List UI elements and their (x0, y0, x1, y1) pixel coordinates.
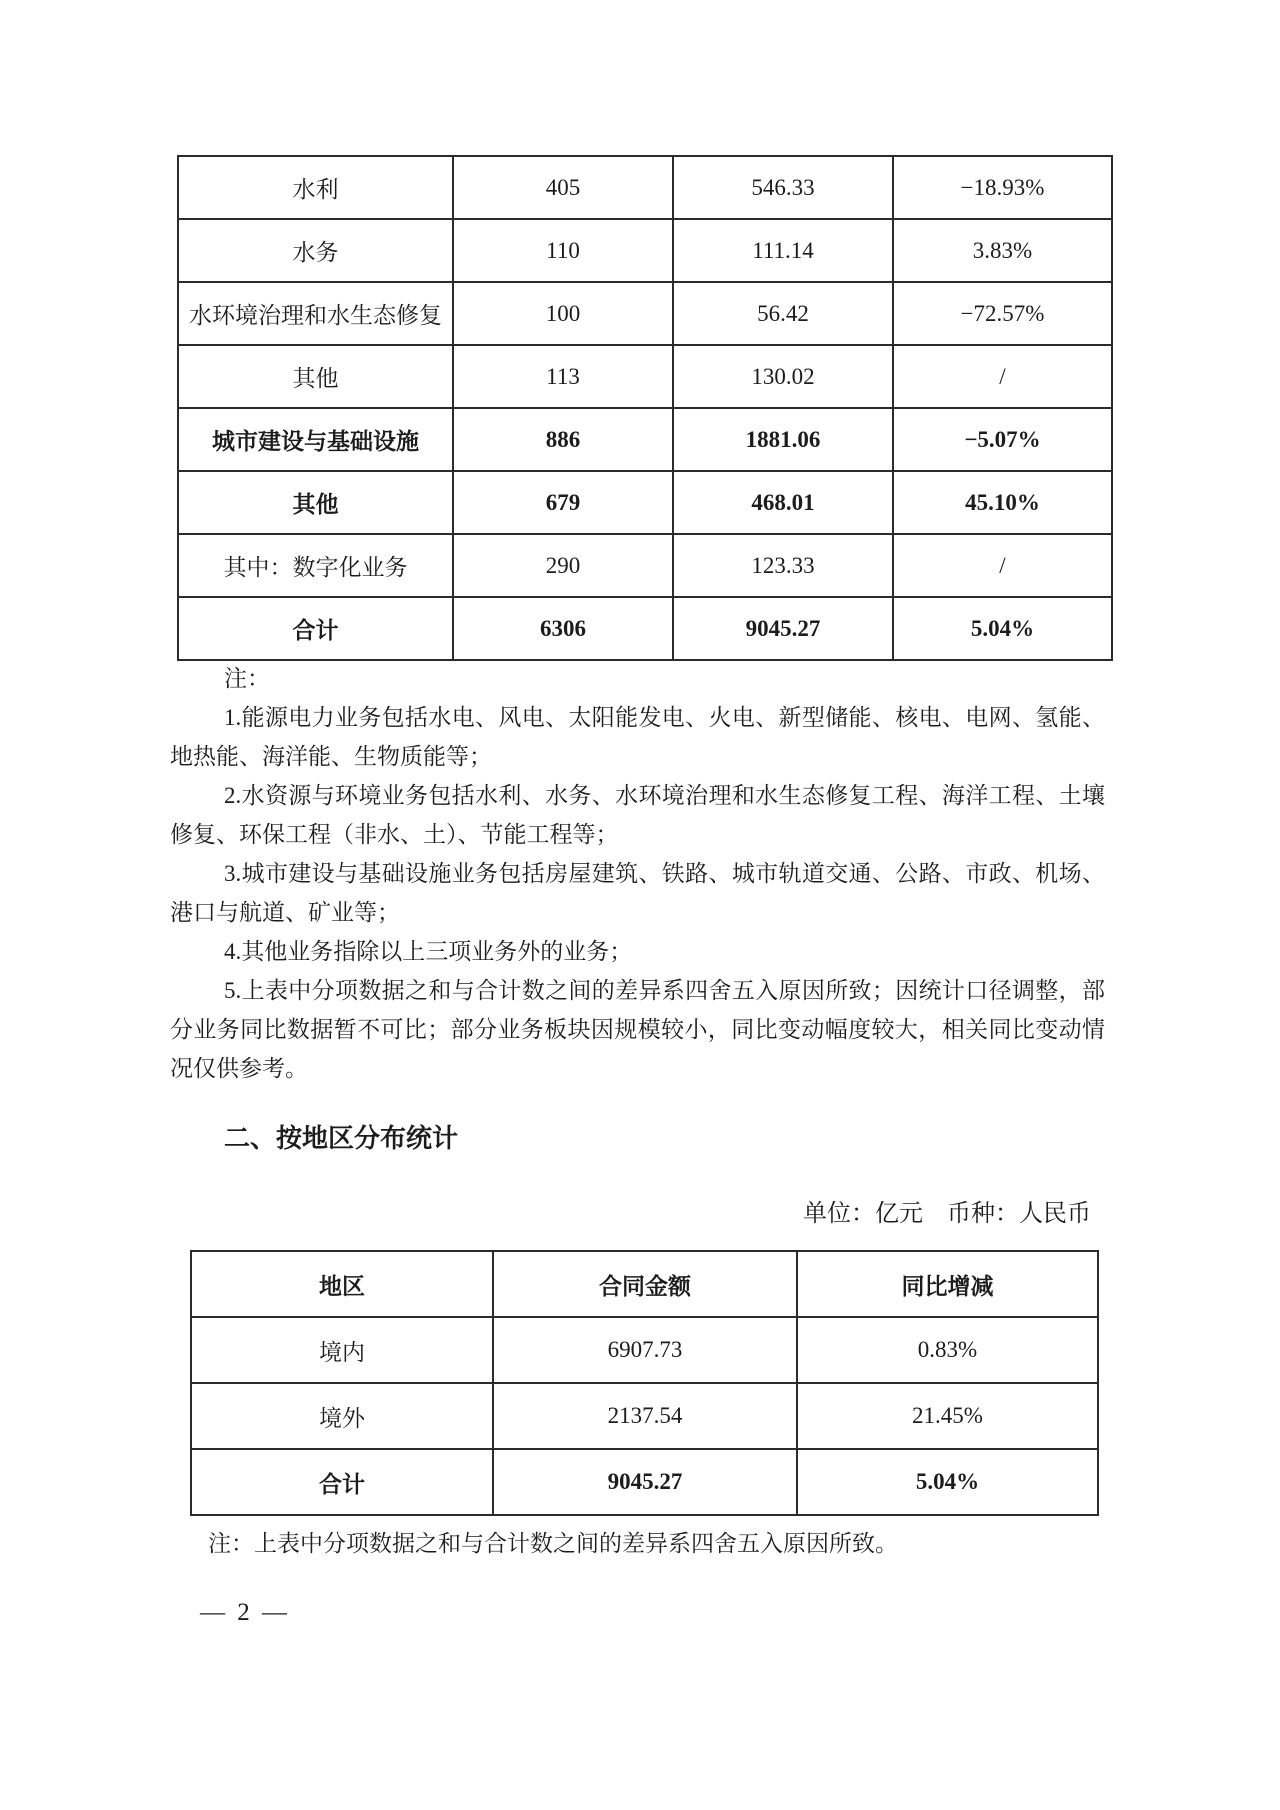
cell-amount: 6907.73 (493, 1317, 797, 1383)
table-row (178, 156, 1112, 219)
cell-label: 水务 (178, 219, 453, 282)
table-row (191, 1383, 1098, 1449)
cell-change: 5.04% (893, 597, 1112, 660)
cell-count: 405 (453, 156, 673, 219)
cell-label: 水利 (178, 156, 453, 219)
cell-label: 合计 (178, 597, 453, 660)
note-item: 5.上表中分项数据之和与合计数之间的差异系四舍五入原因所致；因统计口径调整，部分业务同比数据暂不可比；部分业务板块因规模较小，同比变动幅度较大，相关同比变动情况仅供参考。 (170, 978, 1105, 1081)
region-table (190, 1250, 1099, 1516)
cell-label: 城市建设与基础设施 (178, 408, 453, 471)
table-row-total (191, 1449, 1098, 1515)
cell-count: 113 (453, 345, 673, 408)
header-region: 地区 (191, 1251, 493, 1317)
note-item: 2.水资源与环境业务包括水利、水务、水环境治理和水生态修复工程、海洋工程、土壤修复、环保工程（非水、土）、节能工程等； (170, 783, 1105, 847)
cell-amount: 9045.27 (673, 597, 893, 660)
cell-amount: 130.02 (673, 345, 893, 408)
note-item: 1.能源电力业务包括水电、风电、太阳能发电、火电、新型储能、核电、电网、氢能、地热能、海洋能、生物质能等； (170, 705, 1105, 769)
business-category-table (177, 155, 1113, 661)
cell-count: 290 (453, 534, 673, 597)
cell-amount: 1881.06 (673, 408, 893, 471)
cell-change: / (893, 534, 1112, 597)
header-change: 同比增减 (797, 1251, 1098, 1317)
notes-section (170, 659, 1105, 1088)
cell-label: 合计 (191, 1449, 493, 1515)
cell-count: 6306 (453, 597, 673, 660)
cell-label: 其中：数字化业务 (178, 534, 453, 597)
page-number: — 2 — (200, 1599, 290, 1626)
cell-label: 水环境治理和水生态修复 (178, 282, 453, 345)
note-item: 3.城市建设与基础设施业务包括房屋建筑、铁路、城市轨道交通、公路、市政、机场、港口与航道、矿业等； (170, 861, 1105, 925)
cell-count: 100 (453, 282, 673, 345)
cell-amount: 2137.54 (493, 1383, 797, 1449)
cell-label: 境内 (191, 1317, 493, 1383)
cell-change: 45.10% (893, 471, 1112, 534)
cell-amount: 111.14 (673, 219, 893, 282)
cell-label: 其他 (178, 345, 453, 408)
unit-currency-line: 单位：亿元 币种：人民币 (803, 1201, 1091, 1227)
cell-change: −5.07% (893, 408, 1112, 471)
cell-count: 886 (453, 408, 673, 471)
region-table-note: 注：上表中分项数据之和与合计数之间的差异系四舍五入原因所致。 (208, 1531, 898, 1556)
table-row (178, 471, 1112, 534)
cell-amount: 123.33 (673, 534, 893, 597)
cell-change: 21.45% (797, 1383, 1098, 1449)
table-row (178, 534, 1112, 597)
cell-amount: 56.42 (673, 282, 893, 345)
section-title: 二、按地区分布统计 (224, 1124, 459, 1153)
cell-change: 3.83% (893, 219, 1112, 282)
note-item: 4.其他业务指除以上三项业务外的业务； (224, 939, 633, 964)
header-amount: 合同金额 (493, 1251, 797, 1317)
cell-change: 0.83% (797, 1317, 1098, 1383)
table-row (178, 408, 1112, 471)
table-row (191, 1317, 1098, 1383)
table-header-row (191, 1251, 1098, 1317)
cell-amount: 9045.27 (493, 1449, 797, 1515)
table-row (178, 219, 1112, 282)
cell-count: 679 (453, 471, 673, 534)
cell-label: 境外 (191, 1383, 493, 1449)
cell-count: 110 (453, 219, 673, 282)
cell-change: / (893, 345, 1112, 408)
cell-label: 其他 (178, 471, 453, 534)
table-row (178, 282, 1112, 345)
cell-amount: 546.33 (673, 156, 893, 219)
table-row-total (178, 597, 1112, 660)
cell-amount: 468.01 (673, 471, 893, 534)
notes-label: 注： (224, 666, 270, 691)
table-row (178, 345, 1112, 408)
cell-change: 5.04% (797, 1449, 1098, 1515)
cell-change: −72.57% (893, 282, 1112, 345)
cell-change: −18.93% (893, 156, 1112, 219)
